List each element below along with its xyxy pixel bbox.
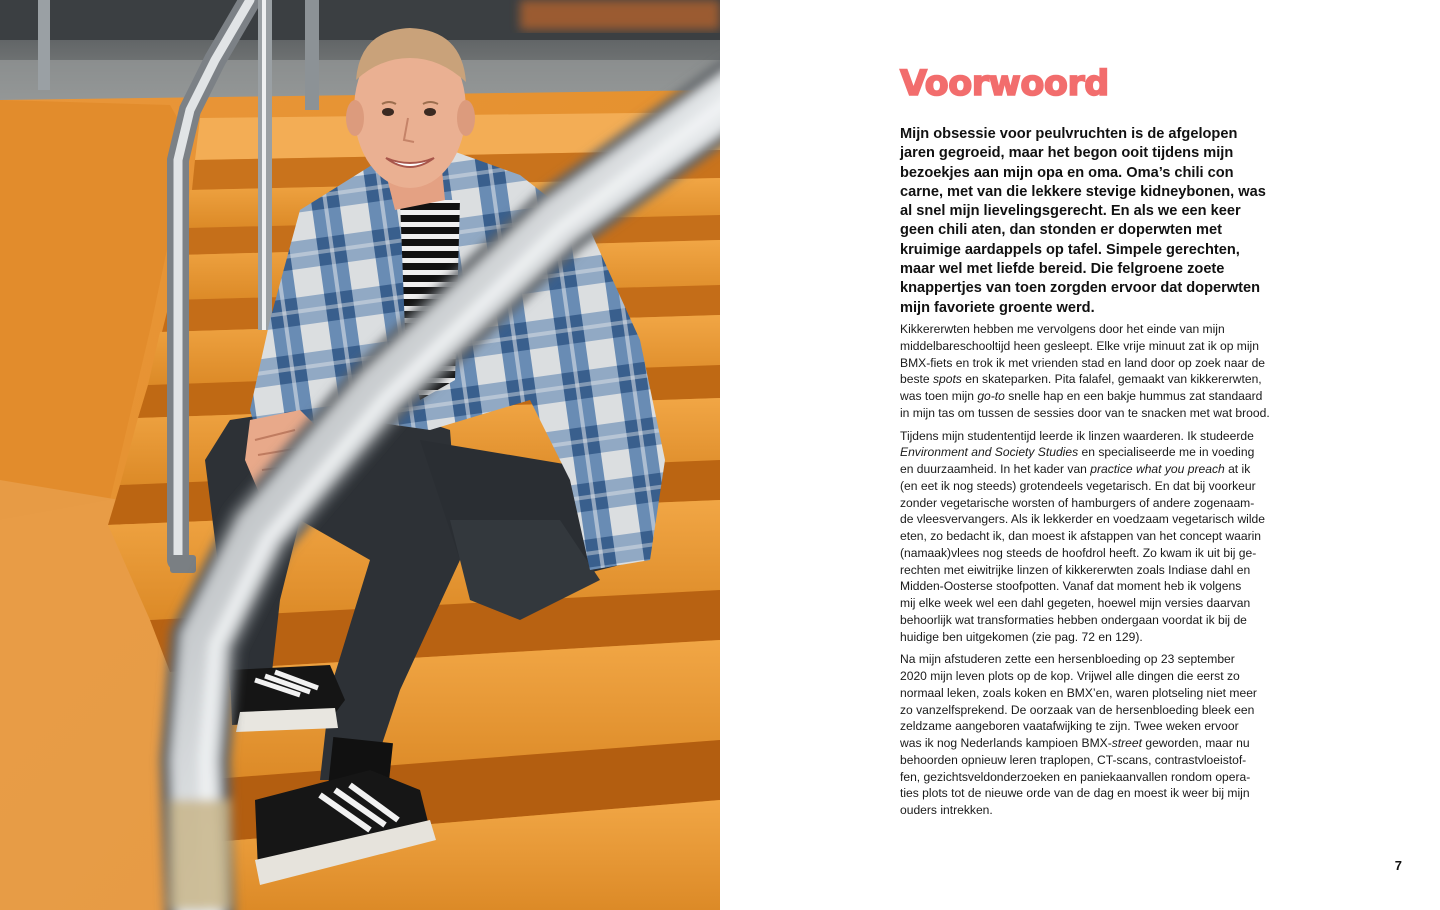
text-line [900,802,1275,819]
text-line [900,651,1275,668]
text-line [900,578,1275,595]
text-run: Na mijn afstuderen zette een hersenbloeding op 23 september [900,652,1235,667]
body-paragraph-2 [900,428,1275,646]
text-line [900,629,1275,646]
text-line [900,478,1275,495]
body-paragraph-1 [900,321,1275,422]
text-run: en duurzaamheid. In het kader van [900,462,1091,476]
text-run: zonder vegetarische worsten of hamburgers of andere zogenaam- [900,495,1255,510]
text-line [900,612,1275,629]
italic-text-run: practice what you preach [1090,462,1225,476]
text-run: (en eet ik nog steeds) grotendeels vegetarisch. En dat bij voorkeur [900,478,1256,493]
text-run: behoorden opnieuw leren traplopen, CT-scans, contrastvloeistof- [900,752,1247,767]
text-line [900,562,1275,579]
text-run: beste [900,372,933,387]
text-run: en skateparken. Pita falafel, gemaakt van kikkererwten, [961,372,1262,387]
text-run: ties plots tot de nieuwe orde van de dag en moest ik weer bij mijn [900,786,1250,801]
text-line [900,461,1275,478]
text-page [720,0,1440,910]
text-run: rechten met eiwitrijke linzen of kikkererwten zoals Indiase dahl en [900,562,1251,577]
text-line [900,735,1275,752]
text-run: de vleesvervangers. Als ik lekkerder en voedzaam vegetarisch wilde [900,512,1266,527]
text-line [900,405,1275,422]
text-line [900,321,1275,338]
text-run: BMX-fiets en trok ik met vrienden stad en land door op zoek naar de [900,355,1266,370]
text-run: eten, zo bedacht ik, dan moest ik afstappen van het concept waarin [900,529,1262,543]
text-line [900,718,1275,735]
text-run: behoorlijk wat transformaties hebben ondergaan voordat ik bij de [900,612,1247,627]
text-run: was toen mijn [900,389,978,403]
text-line [900,355,1275,372]
text-run: middelbareschooltijd heen gesleept. Elke vrije minuut zat ik op mijn [900,338,1259,353]
text-line [900,428,1275,445]
text-run: Tijdens mijn studententijd leerde ik linzen waarderen. Ik studeerde [900,428,1254,443]
italic-text-run: Environment and Society Studies [900,445,1079,460]
text-line [900,528,1275,545]
text-line [900,371,1275,388]
text-line [900,545,1275,562]
text-line [900,685,1275,702]
text-run: zeldzame aangeboren vaatafwijking te zijn. Twee weken ervoor [900,719,1239,734]
text-line [900,511,1275,528]
text-run: huidige ben uitgekomen (zie pag. 72 en 129). [900,629,1143,644]
text-run: Kikkererwten hebben me vervolgens door het einde van mijn [900,322,1225,336]
text-line [900,769,1275,786]
text-run: zo vanzelfsprekend. De oorzaak van de hersenbloeding bleek een [900,702,1255,717]
text-run: at ik [1224,462,1251,476]
text-run: Midden-Oosterse stoofpotten. Vanaf dat moment heb ik volgens [900,579,1242,594]
text-run: snelle hap en een bakje hummus zat standaard [1004,389,1263,403]
text-line [900,702,1275,719]
text-line [900,668,1275,685]
text-line [900,785,1275,802]
italic-text-run: go-to [977,389,1005,403]
text-run: (namaak)vlees nog steeds de hoofdrol heeft. Zo kwam ik uit bij ge- [900,545,1257,560]
text-run: normaal leken, zoals koken en BMX’en, waren plotseling niet meer [900,685,1257,700]
italic-text-run: spots [932,372,962,387]
text-line [900,595,1275,612]
text-run: en specialiseerde me in voeding [1078,445,1255,460]
text-line [900,444,1275,461]
text-run: was ik nog Nederlands kampioen BMX- [900,736,1112,750]
text-run: geworden, maar nu [1142,736,1250,750]
page-number: 7 [1394,858,1402,873]
text-line [900,495,1275,512]
text-run: in mijn tas om tussen de sessies door van te snacken met wat brood. [900,405,1270,420]
text-line [900,752,1275,769]
text-line [900,388,1275,405]
text-run: fen, gezichtsveldonderzoeken en paniekaanvallen rondom opera- [900,769,1251,784]
text-line [900,338,1275,355]
body-paragraph-3 [900,651,1275,819]
italic-text-run: street [1111,736,1142,750]
page-heading: Voorwoord [900,64,1109,104]
text-run: ouders intrekken. [900,803,993,817]
text-run: mij elke week wel een dahl gegeten, hoewel mijn versies daarvan [900,596,1251,610]
body-text [900,321,1275,825]
text-run: 2020 mijn leven plots op de kop. Vrijwel alle dingen die eerst zo [900,669,1240,683]
intro-paragraph: Mijn obsessie voor peulvruchten is de afgelopen jaren gegroeid, maar het begon ooit tijdens mijn bezoekjes aan mijn opa en oma. Oma’s chili con carne, met van die lekkere stevige kidneybonen, was al snel mijn lievelingsgerecht. En als we een keer geen chili aten, dan stonden er doperwten met kruimige aardappels op tafel. Simpele gerechten, maar wel met liefde bereid. Die felgroene zoete knappertjes van toen zorgden ervoor dat doperwten mijn favoriete groente werd. [900,126,1266,316]
